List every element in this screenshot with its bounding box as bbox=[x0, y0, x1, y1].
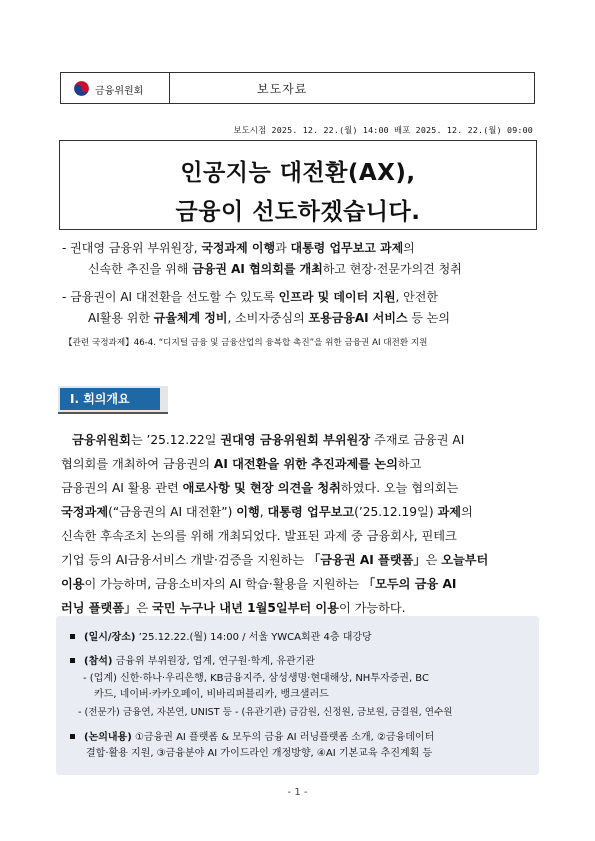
subtitle-2-line-1: - 금융권이 AI 대전환을 선도할 수 있도록 인프라 및 데이터 지원, 안전한 bbox=[62, 290, 438, 304]
body-line-7: 이용이 가능하며, 금융소비자의 AI 학습·활용을 지원하는 「모두의 금융 AI bbox=[61, 577, 457, 591]
section-heading-label: Ⅰ. 회의개요 bbox=[60, 388, 160, 410]
body-line-8: 러닝 플랫폼」은 국민 누구나 내년 1월5일부터 이용이 가능하다. bbox=[61, 601, 406, 615]
page-number: - 1 - bbox=[287, 787, 308, 798]
subtitle-1-line-2: 신속한 추진을 위해 금융권 AI 협의회를 개최하고 현장·전문가의견 청취 bbox=[88, 262, 462, 276]
release-time: 보도시점 2025. 12. 22.(월) 14:00 배포 2025. 12. 22.(월) 09:00 bbox=[233, 125, 533, 135]
body-line-1: 금융위원회는 ’25.12.22일 권대영 금융위원회 부위원장 주재로 금융권 AI bbox=[72, 433, 465, 447]
meeting-industry-line-2: 카드, 네이버·카카오페이, 비바리퍼블리카, 뱅크샐러드 bbox=[94, 689, 329, 700]
body-line-3: 금융권의 AI 활용 관련 애로사항 및 현장 의견을 청취하였다. 오늘 협의회는 bbox=[61, 481, 459, 495]
taegeuk-logo-icon bbox=[73, 80, 90, 97]
meeting-industry-line-1: - (업계) 신한·하나·우리은행, KB금융지주, 삼성생명·현대해상, NH투자증권, BC bbox=[83, 673, 429, 684]
related-task: 【관련 국정과제】46-4. “디지털 금융 및 금융산업의 융복합 촉진”을 위한 금융권 AI 대전환 지원 bbox=[64, 338, 428, 348]
meeting-topics-line-2: 결합·활용 지원, ③금융분야 AI 가이드라인 개정방향, ④AI 기본교육 추진계획 등 bbox=[86, 748, 433, 759]
doc-type-label: 보도자료 bbox=[257, 82, 308, 96]
section-heading bbox=[58, 386, 168, 414]
body-line-2: 협의회를 개최하여 금융권의 AI 대전환을 위한 추진과제를 논의하고 bbox=[61, 457, 422, 471]
subtitle-1-line-1: - 권대영 금융위 부위원장, 국정과제 이행과 대통령 업무보고 과제의 bbox=[62, 241, 415, 255]
org-name: 금융위원회 bbox=[95, 86, 144, 97]
title-box bbox=[59, 140, 537, 230]
meeting-info-box bbox=[56, 616, 539, 775]
header-divider bbox=[169, 73, 170, 103]
meeting-attendees: (참석) 금융위 부위원장, 업계, 연구원·학계, 유관기관 bbox=[70, 652, 315, 667]
header-box bbox=[60, 72, 535, 104]
body-line-5: 신속한 후속조치 논의를 위해 개최되었다. 발표된 과제 중 금융회사, 핀테크 bbox=[61, 529, 457, 543]
bullet-icon bbox=[70, 734, 75, 739]
bullet-icon bbox=[70, 658, 75, 663]
title-line-1: 인공지능 대전환(AX), bbox=[180, 160, 416, 186]
meeting-topics-line-1: (논의내용) ①금융권 AI 플랫폼 & 모두의 금융 AI 러닝플랫폼 소개, ②금융데이터 bbox=[70, 728, 434, 743]
title-line-2: 금융이 선도하겠습니다. bbox=[175, 199, 421, 225]
body-line-4: 국정과제(“금융권의 AI 대전환”) 이행, 대통령 업무보고(’25.12.19일) 과제의 bbox=[61, 505, 473, 519]
meeting-experts: - (전문가) 금융연, 자본연, UNIST 등 - (유관기관) 금감원, 신정원, 금보원, 금결원, 연수원 bbox=[78, 707, 453, 718]
subtitle-2-line-2: AI활용 위한 규율체계 정비, 소비자중심의 포용금융AI 서비스 등 논의 bbox=[88, 311, 450, 325]
bullet-icon bbox=[70, 634, 75, 639]
meeting-datetime: (일시/장소) ’25.12.22.(월) 14:00 / 서울 YWCA회관 4층 대강당 bbox=[70, 628, 372, 643]
body-line-6: 기업 등의 AI금융서비스 개발·검증을 지원하는 「금융권 AI 플랫폼」은 오늘부터 bbox=[61, 553, 489, 567]
